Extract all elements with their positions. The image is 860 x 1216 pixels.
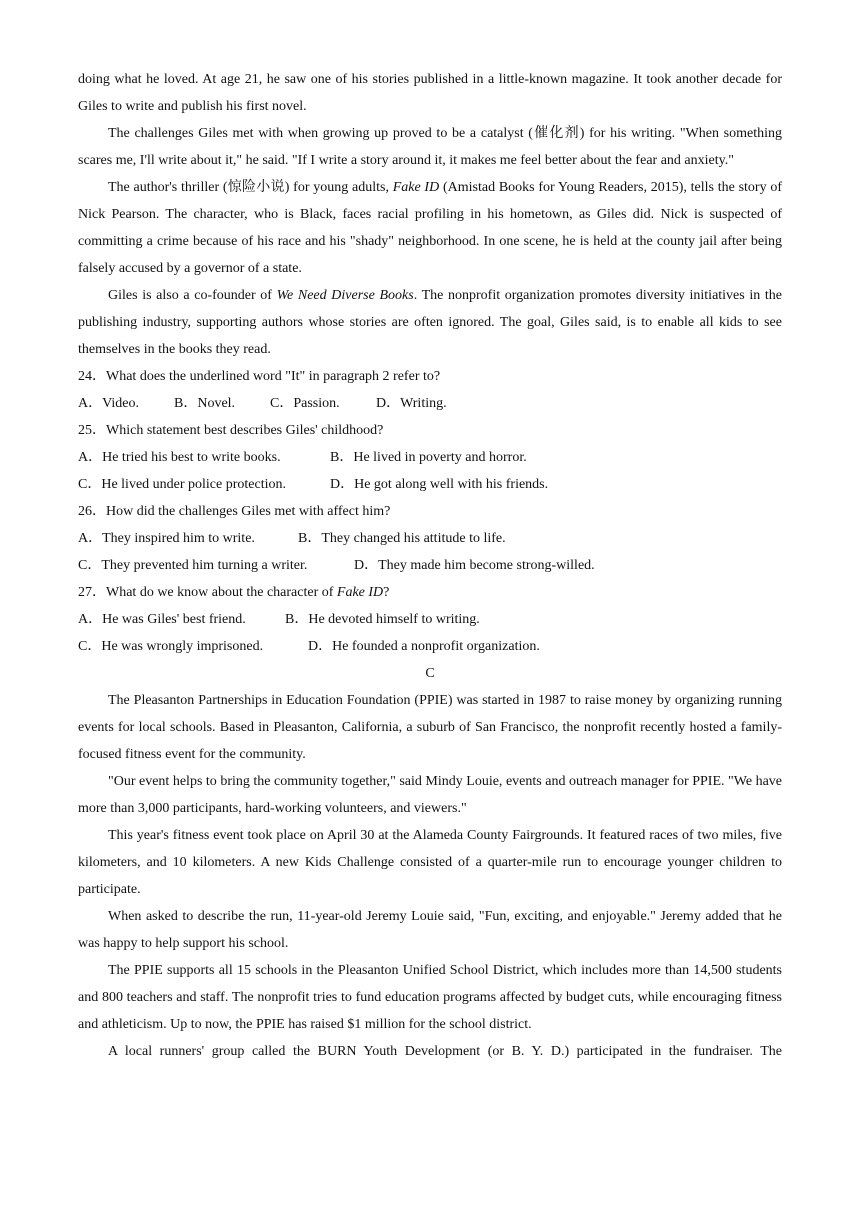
passage-c-paragraph: A local runners' group called the BURN Youth Development (or B. Y. D.) participated in the fundraiser. The [108,1044,782,1059]
option-c[interactable]: C．They prevented him turning a writer. [78,558,308,573]
passage-c-paragraph: The Pleasanton Partnerships in Education Foundation (PPIE) was started in 1987 to raise money by organizing running events for local schools. Based in Pleasanton, California, a suburb of San Francisco, the nonprofit recently hosted a family-focused fitness event for the community. [78,693,782,762]
question-stem: 24．What does the underlined word "It" in paragraph 2 refer to? [78,369,441,384]
option-c[interactable]: C．Passion. [270,396,340,411]
option-b[interactable]: B．Novel. [174,396,236,411]
passage-c-paragraph: This year's fitness event took place on April 30 at the Alameda County Fairgrounds. It featured races of two miles, five kilometers, and 10 kilometers. A new Kids Challenge consisted of a quarter-mile run to encourage younger children to participate. [78,828,782,897]
option-c[interactable]: C．He lived under police protection. [78,477,286,492]
organization-title: We Need Diverse Books [276,288,414,303]
option-c[interactable]: C．He was wrongly imprisoned. [78,639,264,654]
question-options [78,606,782,633]
book-title: Fake ID [336,585,384,600]
option-d[interactable]: D．He founded a nonprofit organization. [308,639,540,654]
option-a[interactable]: A．Video. [78,396,139,411]
text-span: (Amistad Books for Young Readers, 2015), tells the story of Nick Pearson. The character, who is Black, faces racial profiling in his hometown, as Giles did. Nick is suspected of committing a crime because of his race and his "shady" neighborhood. In one scene, he is held at the county jail after being falsely accused by a governor of a state. [78,180,782,276]
passage-c-paragraph: The PPIE supports all 15 schools in the Pleasanton Unified School District, which includes more than 14,500 students and 800 teachers and staff. The nonprofit tries to fund education programs affected by budget cuts, while encouraging fitness and athleticism. Up to now, the PPIE has raised $1 million for the school district. [78,963,782,1032]
option-b[interactable]: B．He devoted himself to writing. [285,612,480,627]
option-a[interactable]: A．He tried his best to write books. [78,450,281,465]
passage-b-paragraph: The challenges Giles met with when growing up proved to be a catalyst (催化剂) for his writing. "When something scares me, I'll write about it," he said. "If I write a story around it, it makes me feel better about the fear and anxiety." [78,126,782,168]
question-stem [78,579,782,606]
question-options [78,525,782,552]
document-page [78,66,782,1065]
passage-c-paragraph: When asked to describe the run, 11-year-old Jeremy Louie said, "Fun, exciting, and enjoyable." Jeremy added that he was happy to help support his school. [78,909,782,951]
option-d[interactable]: D．He got along well with his friends. [330,477,549,492]
question-options [78,552,782,579]
passage-b-paragraph [78,282,782,363]
question-stem: 26．How did the challenges Giles met with affect him? [78,504,391,519]
text-span: . The nonprofit organization promotes diversity initiatives in the publishing industry, supporting authors whose stories are often ignored. The goal, Giles said, is to enable all kids to see themselves in the books they read. [78,288,783,357]
text-span: ? [383,585,390,600]
text-span: Giles is also a co-founder of [108,288,277,303]
option-a[interactable]: A．They inspired him to write. [78,531,255,546]
option-b[interactable]: B．He lived in poverty and horror. [330,450,527,465]
text-span: 27．What do we know about the character of [78,585,337,600]
option-d[interactable]: D．They made him become strong-willed. [354,558,595,573]
book-title: Fake ID [392,180,440,195]
passage-c-paragraph: "Our event helps to bring the community together," said Mindy Louie, events and outreach manager for PPIE. "We have more than 3,000 participants, hard-working volunteers, and viewers." [78,774,782,816]
passage-b-paragraph [78,174,782,282]
question-options [78,390,782,417]
question-options [78,633,782,660]
section-heading: C [425,666,435,681]
option-a[interactable]: A．He was Giles' best friend. [78,612,246,627]
passage-b-paragraph: doing what he loved. At age 21, he saw one of his stories published in a little-known magazine. It took another decade for Giles to write and publish his first novel. [78,72,782,114]
text-span: The author's thriller (惊险小说) for young adults, [108,180,393,195]
question-options [78,444,782,471]
option-b[interactable]: B．They changed his attitude to life. [298,531,506,546]
question-stem: 25．Which statement best describes Giles' childhood? [78,423,384,438]
option-d[interactable]: D．Writing. [376,396,447,411]
question-options [78,471,782,498]
